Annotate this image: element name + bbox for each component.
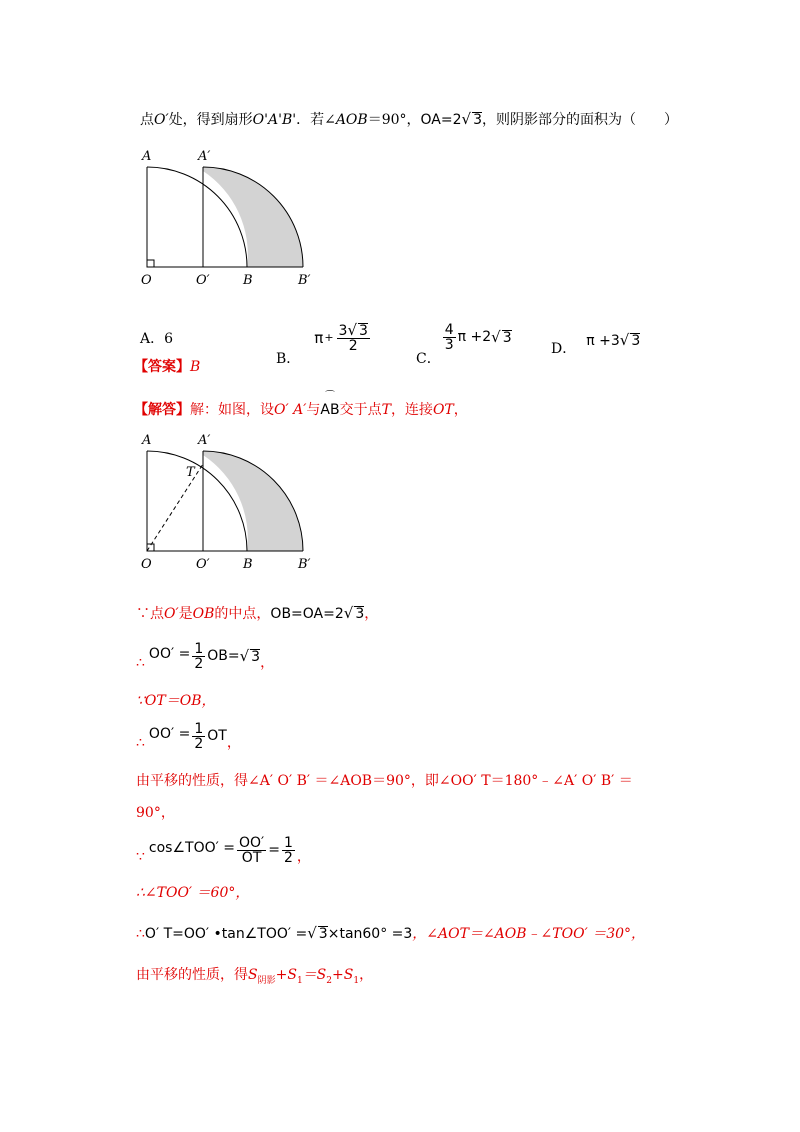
sol-sub-shaded: 阴影 [257, 975, 276, 986]
label-o: O [141, 557, 152, 572]
solution-line-6 [136, 834, 311, 866]
option-d-label: D． [551, 341, 577, 357]
sol-l4-lhs: OO′ = [148, 726, 191, 742]
sol-l2-rad: 3 [251, 648, 261, 665]
sol-l2-lhs: OO′ = [148, 646, 191, 662]
option-d-rad: 3 [631, 332, 641, 349]
sol-l2-rhs: OB= [207, 648, 240, 664]
option-d: D． π +3√ 3 [551, 330, 641, 357]
sol-l6-den: OT [241, 849, 262, 866]
figure-2 [130, 424, 330, 574]
label-o: O [141, 273, 152, 288]
sol-l8-rad: 3 [318, 926, 328, 942]
sol-o-prime-a-prime: O′ A′ [274, 402, 307, 418]
q-sector: O'A'B' [252, 112, 297, 128]
shaded-region [203, 451, 303, 551]
option-c-rad: 3 [502, 329, 512, 346]
sol-text: ＝S [302, 967, 327, 983]
sol-l1-math: OB=OA=2 [270, 606, 344, 622]
sol-text: ， [453, 402, 468, 418]
sol-text: ∵OT＝OB， [136, 693, 216, 709]
sol-l8-math: O′ T=OO′ •tan∠TOO′ = [144, 926, 308, 942]
label-o-prime: O′ [196, 273, 210, 288]
sol-l2-den: 2 [194, 655, 204, 672]
therefore-symbol: ∴ [136, 735, 145, 751]
option-a [140, 330, 173, 348]
option-b-pi: π [314, 329, 324, 347]
sol-l6-num: OO′ [238, 834, 265, 851]
sol-l8-end: ，∠AOT＝∠AOB﹣∠TOO′ ＝30°， [412, 926, 646, 942]
sol-text: 90°， [136, 805, 175, 821]
label-a-prime: A′ [198, 149, 211, 164]
answer-value: B [190, 359, 201, 375]
sol-text: 的中点， [214, 606, 271, 622]
solution-line-1: ∵点O′是OB的中点，OB=OA=2√ 3， [136, 604, 379, 622]
label-a: A [142, 433, 152, 448]
sol-text: 解：如图，设 [190, 402, 274, 418]
solution-line-5b [136, 804, 175, 822]
option-c-label: C． [416, 351, 441, 367]
sol-l6-n2: 1 [283, 834, 293, 851]
right-angle-mark [147, 260, 154, 267]
solution-line-7 [136, 884, 249, 902]
option-b-label: B． [276, 351, 301, 367]
q-text: ．若∠ [296, 112, 336, 128]
arc-ab-symbol: ⌒ AB [320, 391, 340, 418]
sol-ot: OT [432, 402, 454, 418]
sol-l2-num: 1 [194, 640, 204, 657]
shaded-region [203, 167, 303, 267]
option-c-rest: π +2 [457, 329, 492, 345]
question-line: 点O′处，得到扇形O'A'B'．若∠AOB＝90°，OA=2√ 3，则阴影部分的面积为（ ） [140, 110, 679, 128]
therefore-symbol: ∴ [136, 926, 145, 942]
sol-l4-rhs: OT [207, 728, 227, 744]
figure-1 [130, 140, 330, 290]
label-b: B [243, 273, 253, 288]
option-c-den: 3 [444, 336, 454, 353]
option-a-text: A．6 [140, 331, 174, 347]
sol-text: 交于点 [339, 402, 382, 418]
option-c-num: 4 [444, 321, 454, 338]
sol-text: +S [275, 967, 297, 983]
sol-o-prime: O′ [164, 606, 179, 622]
sol-l6-d2: 2 [283, 849, 293, 866]
label-a: A [142, 149, 152, 164]
sol-text: ∴∠TOO′ ＝60°， [136, 885, 250, 901]
option-b-den: 2 [348, 338, 358, 354]
q-text: ，则阴影部分的面积为（ ） [482, 112, 679, 128]
sol-text: 由平移的性质，得 [136, 967, 248, 983]
solution-line-9 [136, 966, 373, 990]
answer-line [134, 358, 200, 376]
label-o-prime: O′ [196, 557, 210, 572]
solution-line-2: ∴ OO′ = $\frac{1}{2}$ OB= √ 3 ， [136, 640, 275, 672]
label-b-prime: B′ [298, 557, 311, 572]
q-text: ＝90°， [367, 112, 421, 128]
option-b: B． π + $\frac{3√ 3}{2}$ [276, 321, 368, 367]
label-b: B [243, 557, 253, 572]
sol-t: T [381, 402, 391, 418]
option-c: C． $\frac{4}{3}$ π +2 √ 3 [416, 321, 512, 367]
label-a-prime: A′ [198, 433, 211, 448]
sol-text: ， [296, 849, 311, 865]
option-b-num-coef: 3 [338, 323, 348, 339]
sol-sub: 2 [326, 975, 332, 986]
sol-ob: OB [192, 606, 215, 622]
q-oa: OA=2 [420, 112, 462, 128]
sol-sub: 1 [353, 975, 360, 986]
sol-l4-num: 1 [194, 720, 204, 737]
q-text: 点 [140, 112, 154, 128]
solution-intro [134, 391, 468, 419]
sol-text: ∵点 [136, 606, 164, 622]
label-t: T [186, 465, 195, 480]
q-angle: AOB [335, 112, 368, 128]
sol-text: ，连接 [390, 402, 433, 418]
option-b-plus: + [324, 331, 334, 344]
sol-text: ， [364, 606, 379, 622]
sol-text: ， [359, 967, 374, 983]
label-b-prime: B′ [298, 273, 311, 288]
option-b-num-rad: 3 [359, 323, 368, 339]
option-d-rest: π +3 [586, 332, 620, 349]
sol-l4-den: 2 [194, 735, 204, 752]
sol-text: ， [226, 735, 241, 751]
sol-s: S [248, 967, 258, 983]
sol-text: 是 [178, 606, 193, 622]
arc-ab-text: AB [320, 402, 340, 418]
because-symbol: ∵ [136, 849, 145, 865]
solution-line-3 [136, 692, 216, 710]
solution-label: 【解答】 [134, 402, 190, 418]
sol-l6-eq: = [268, 842, 280, 858]
q-o-prime: O′ [154, 112, 169, 128]
sol-l6-cos: cos∠TOO′ = [148, 840, 235, 856]
sol-text: 由平移的性质，得∠A′ O′ B′ ＝∠AOB＝90°，即∠OO′ T＝180°﹣∠A′ O′ B′ ＝ [136, 773, 633, 789]
answer-label: 【答案】 [134, 359, 190, 375]
sol-text: ， [260, 655, 275, 671]
sol-l8-math2: ×tan60° =3 [327, 926, 413, 942]
therefore-symbol: ∴ [136, 655, 145, 671]
sol-sub: 1 [296, 975, 303, 986]
sol-l1-rad: 3 [355, 606, 365, 622]
sol-text: +S [332, 967, 354, 983]
solution-line-5 [136, 772, 633, 790]
sol-text: 与 [306, 402, 321, 418]
solution-line-8: ∴O′ T=OO′ •tan∠TOO′ =√ 3×tan60° =3，∠AOT＝∠AOB﹣∠TOO′ ＝30°， [136, 924, 646, 942]
solution-line-4 [136, 720, 241, 752]
q-text: 处，得到扇形 [168, 112, 253, 128]
q-oa-rad: 3 [473, 112, 483, 128]
